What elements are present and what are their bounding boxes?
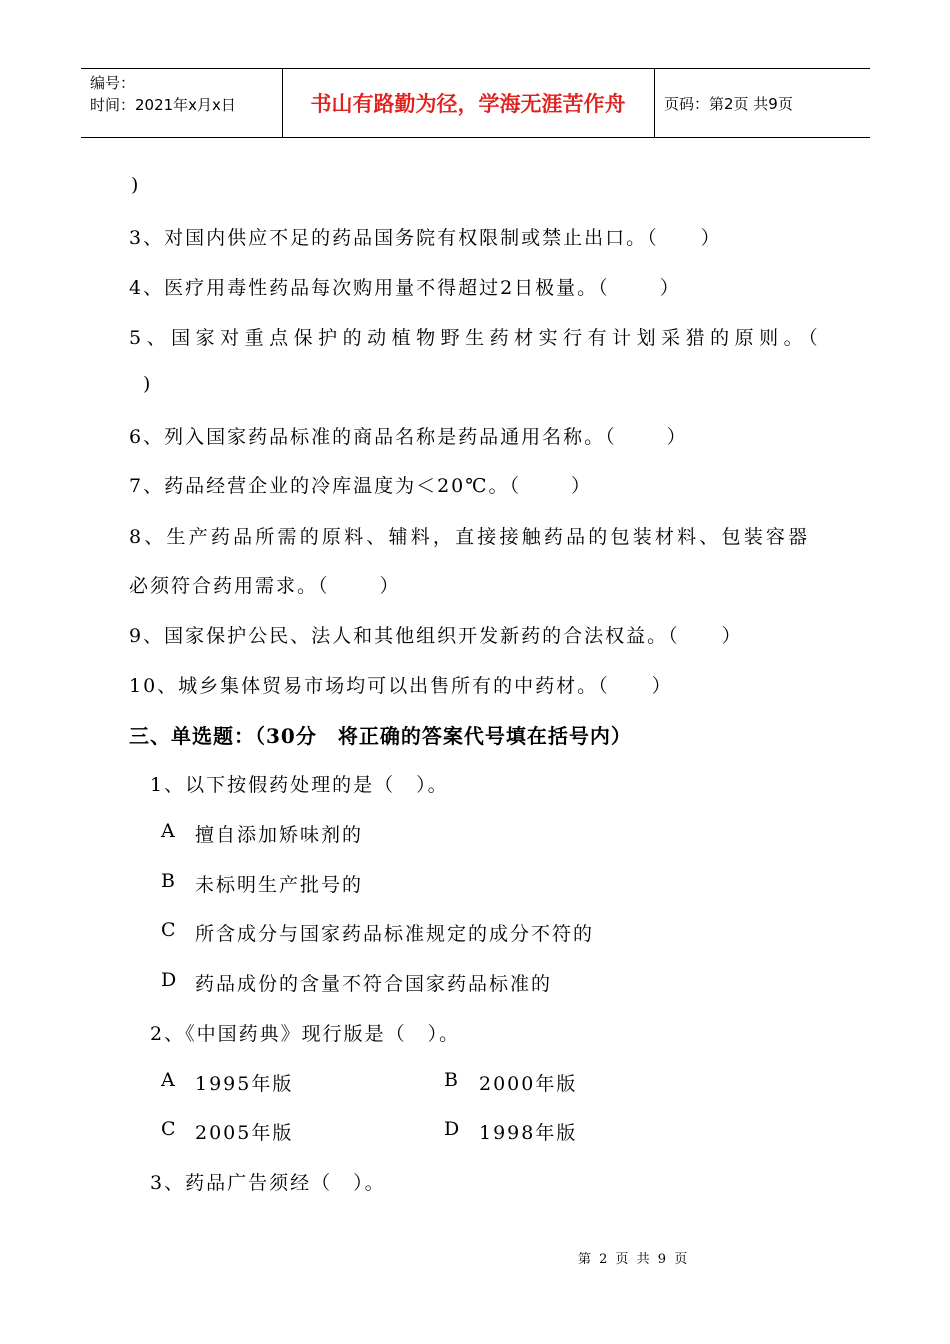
tf-item: 8、生产药品所需的原料、辅料，直接接触药品的包装材料、包装容器 bbox=[129, 526, 811, 548]
option-letter: B bbox=[161, 870, 177, 892]
tf-item-cont: 必须符合药用需求。（ ） bbox=[129, 575, 401, 597]
time-label: 时间：2021年x月x日 bbox=[90, 96, 236, 114]
option-text: 1998年版 bbox=[479, 1122, 578, 1144]
option-text: 1995年版 bbox=[195, 1073, 294, 1095]
option-letter: D bbox=[444, 1118, 462, 1140]
tf-item: 5、国家对重点保护的动植物野生药材实行有计划采猎的原则。（ bbox=[129, 327, 824, 349]
option-text: 2000年版 bbox=[479, 1073, 578, 1095]
carry-over-paren: ) bbox=[131, 174, 141, 196]
option-letter: A bbox=[161, 1069, 177, 1091]
header-meta bbox=[90, 72, 236, 116]
tf-item: 6、列入国家药品标准的商品名称是药品通用名称。（ ） bbox=[129, 426, 688, 448]
tf-item: 3、对国内供应不足的药品国务院有权限制或禁止出口。（ ） bbox=[129, 227, 722, 249]
tf-item: 4、医疗用毒性药品每次购用量不得超过2日极量。（ ） bbox=[129, 277, 681, 299]
question-stem: 2、《中国药典》现行版是（ ）。 bbox=[150, 1023, 461, 1045]
option-text: 2005年版 bbox=[195, 1122, 294, 1144]
tf-item-paren: ) bbox=[143, 373, 153, 395]
tf-item: 7、药品经营企业的冷库温度为＜20℃。（ ） bbox=[129, 475, 593, 497]
header-page-code: 页码：第2页 共9页 bbox=[664, 94, 793, 113]
option-letter: A bbox=[161, 820, 177, 842]
option-letter: C bbox=[161, 919, 178, 941]
tf-item: 10、城乡集体贸易市场均可以出售所有的中药材。（ ） bbox=[129, 675, 673, 697]
option-text: 药品成份的含量不符合国家药品标准的 bbox=[195, 973, 553, 995]
header-motto: 书山有路勤为径，学海无涯苦作舟 bbox=[310, 92, 626, 116]
section-title: 三、单选题：（30分 将正确的答案代号填在括号内） bbox=[129, 724, 632, 748]
header-divider bbox=[654, 69, 655, 137]
option-letter: C bbox=[161, 1118, 178, 1140]
page-header bbox=[81, 68, 870, 138]
number-label: 编号： bbox=[90, 74, 136, 92]
option-text: 未标明生产批号的 bbox=[195, 874, 364, 896]
page-footer: 第 2 页 共 9 页 bbox=[578, 1252, 690, 1267]
option-text: 所含成分与国家药品标准规定的成分不符的 bbox=[195, 923, 595, 945]
question-stem: 3、药品广告须经（ ）。 bbox=[150, 1172, 386, 1194]
question-stem: 1、以下按假药处理的是（ ）。 bbox=[150, 774, 449, 796]
option-text: 擅自添加矫味剂的 bbox=[195, 824, 364, 846]
tf-item: 9、国家保护公民、法人和其他组织开发新药的合法权益。（ ） bbox=[129, 625, 743, 647]
option-letter: D bbox=[161, 969, 179, 991]
option-letter: B bbox=[444, 1069, 460, 1091]
